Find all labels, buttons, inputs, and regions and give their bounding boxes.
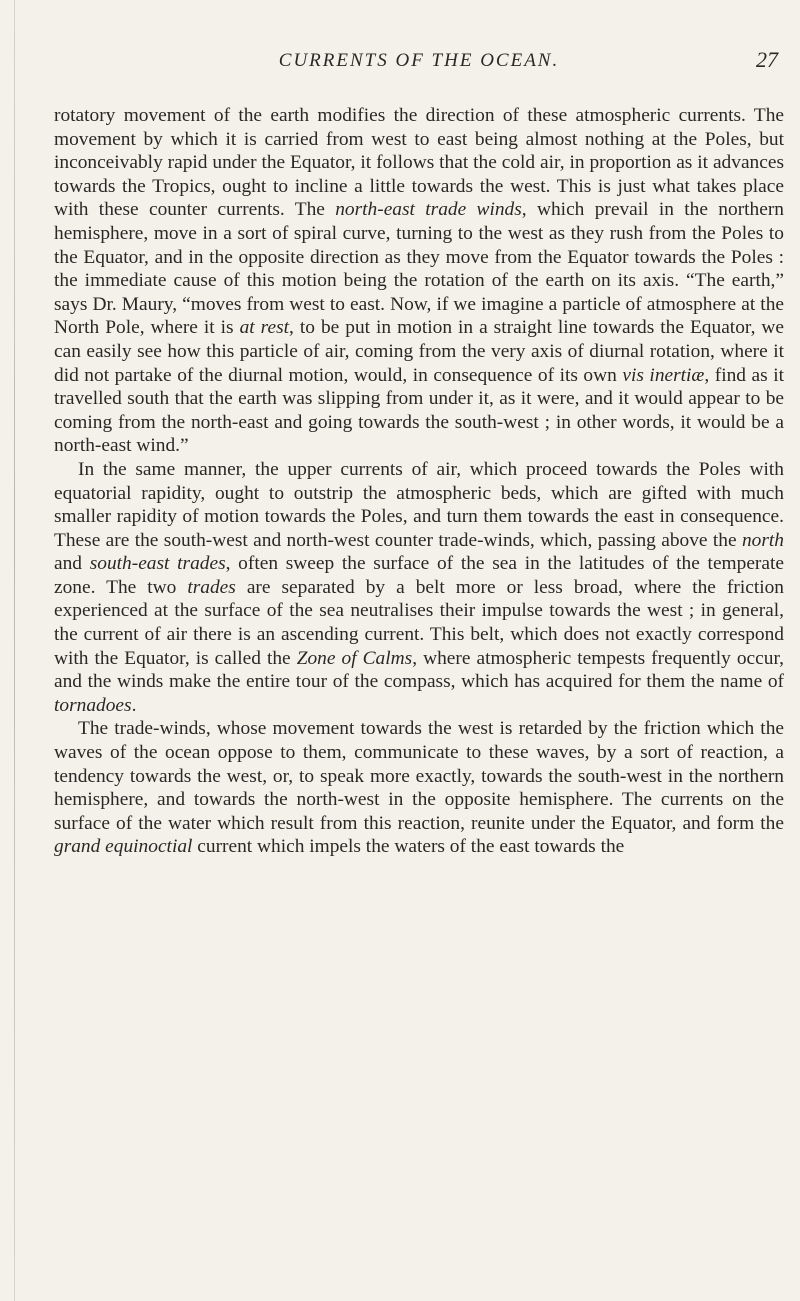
paragraph-text: , where atmospheric tempests frequently occur, and the winds make the entire tour of the compass, which has acquired for them the name of [54, 647, 784, 693]
italic-text: north-east trade winds [335, 199, 522, 221]
page-edge [14, 0, 15, 1301]
page-header-title: CURRENTS OF THE OCEAN. [278, 50, 560, 71]
italic-text: Zone of Calms [296, 647, 413, 669]
paragraph-text: , often sweep the surface of the sea in the latitudes of the temperate zone. The two [54, 553, 784, 598]
paragraph-text: . [131, 694, 137, 716]
paragraph-text: In the same manner, the upper currents of air, which proceed towards the Poles with equatorial rapidity, ought to outstrip the atmospheric beds, which are gifted with much smaller rapidity of motion towards the Poles, and turn them towards the east in consequence. These are the south-west and north-west counter trade-winds, which, passing above the [54, 458, 784, 551]
italic-text: south-east trades [89, 553, 226, 575]
paragraph-text: current which impels the waters of the east towards the [192, 836, 625, 858]
paragraph-text: and [54, 553, 90, 575]
italic-text: trades [187, 576, 236, 598]
paragraph [54, 717, 784, 859]
paragraph-text: , find as it travelled south that the earth was slipping from under it, as it were, and it would appear to be coming from the north-east and going towards the south-west ; in other words, it would be a north-east wind.” [54, 364, 784, 457]
paragraph-text: are separated by a belt more or less broad, where the friction experienced at the surface of the sea neutralises their impulse towards the west ; in general, the current of air there is an ascending current. This belt, which does not exactly correspond with the Equator, is called the [54, 576, 784, 669]
italic-text: vis inertiæ [622, 364, 705, 386]
italic-text: grand equinoctial [54, 836, 193, 858]
paragraph [54, 458, 784, 718]
running-head [54, 47, 784, 80]
paragraph [54, 104, 784, 458]
italic-text: tornadoes [54, 694, 132, 716]
paragraph-text: , which prevail in the northern hemisphere, move in a sort of spiral curve, turning to the west as they rush from the Poles to the Equator, and in the opposite direction as they move from the Equator towards the Poles : the immediate cause of this motion being the rotation of the earth on its axis. “The earth,” says Dr. Maury, “moves from west to east. Now, if we imagine a particle of atmosphere at the North Pole, where it is [54, 199, 784, 339]
italic-text: at rest [239, 317, 290, 339]
paragraph-text: , to be put in motion in a straight line towards the Equator, we can easily see how this particle of air, coming from the very axis of diurnal rotation, where it did not partake of the diurnal motion, would, in consequence of its own [54, 317, 785, 386]
italic-text: north [741, 529, 784, 551]
paragraph-text: The trade-winds, whose movement towards the west is retarded by the friction which the waves of the ocean oppose to them, communicate to these waves, by a sort of reaction, a tendency towards the west, or, to speak more exactly, towards the south-west in the northern hemisphere, and towards the north-west in the opposite hemisphere. The currents on the surface of the water which result from this reaction, reunite under the Equator, and form the [54, 718, 784, 834]
body-text [54, 104, 784, 859]
paragraph-text: rotatory movement of the earth modifies the direction of these atmospheric currents. The movement by which it is carried from west to east being almost nothing at the Poles, but inconceivably rapid under the Equator, it follows that the cold air, in proportion as it advances towards the Tropics, ought to incline a little towards the west. This is just what takes place with these counter currents. The [54, 105, 784, 221]
page-number: 27 [756, 47, 778, 72]
